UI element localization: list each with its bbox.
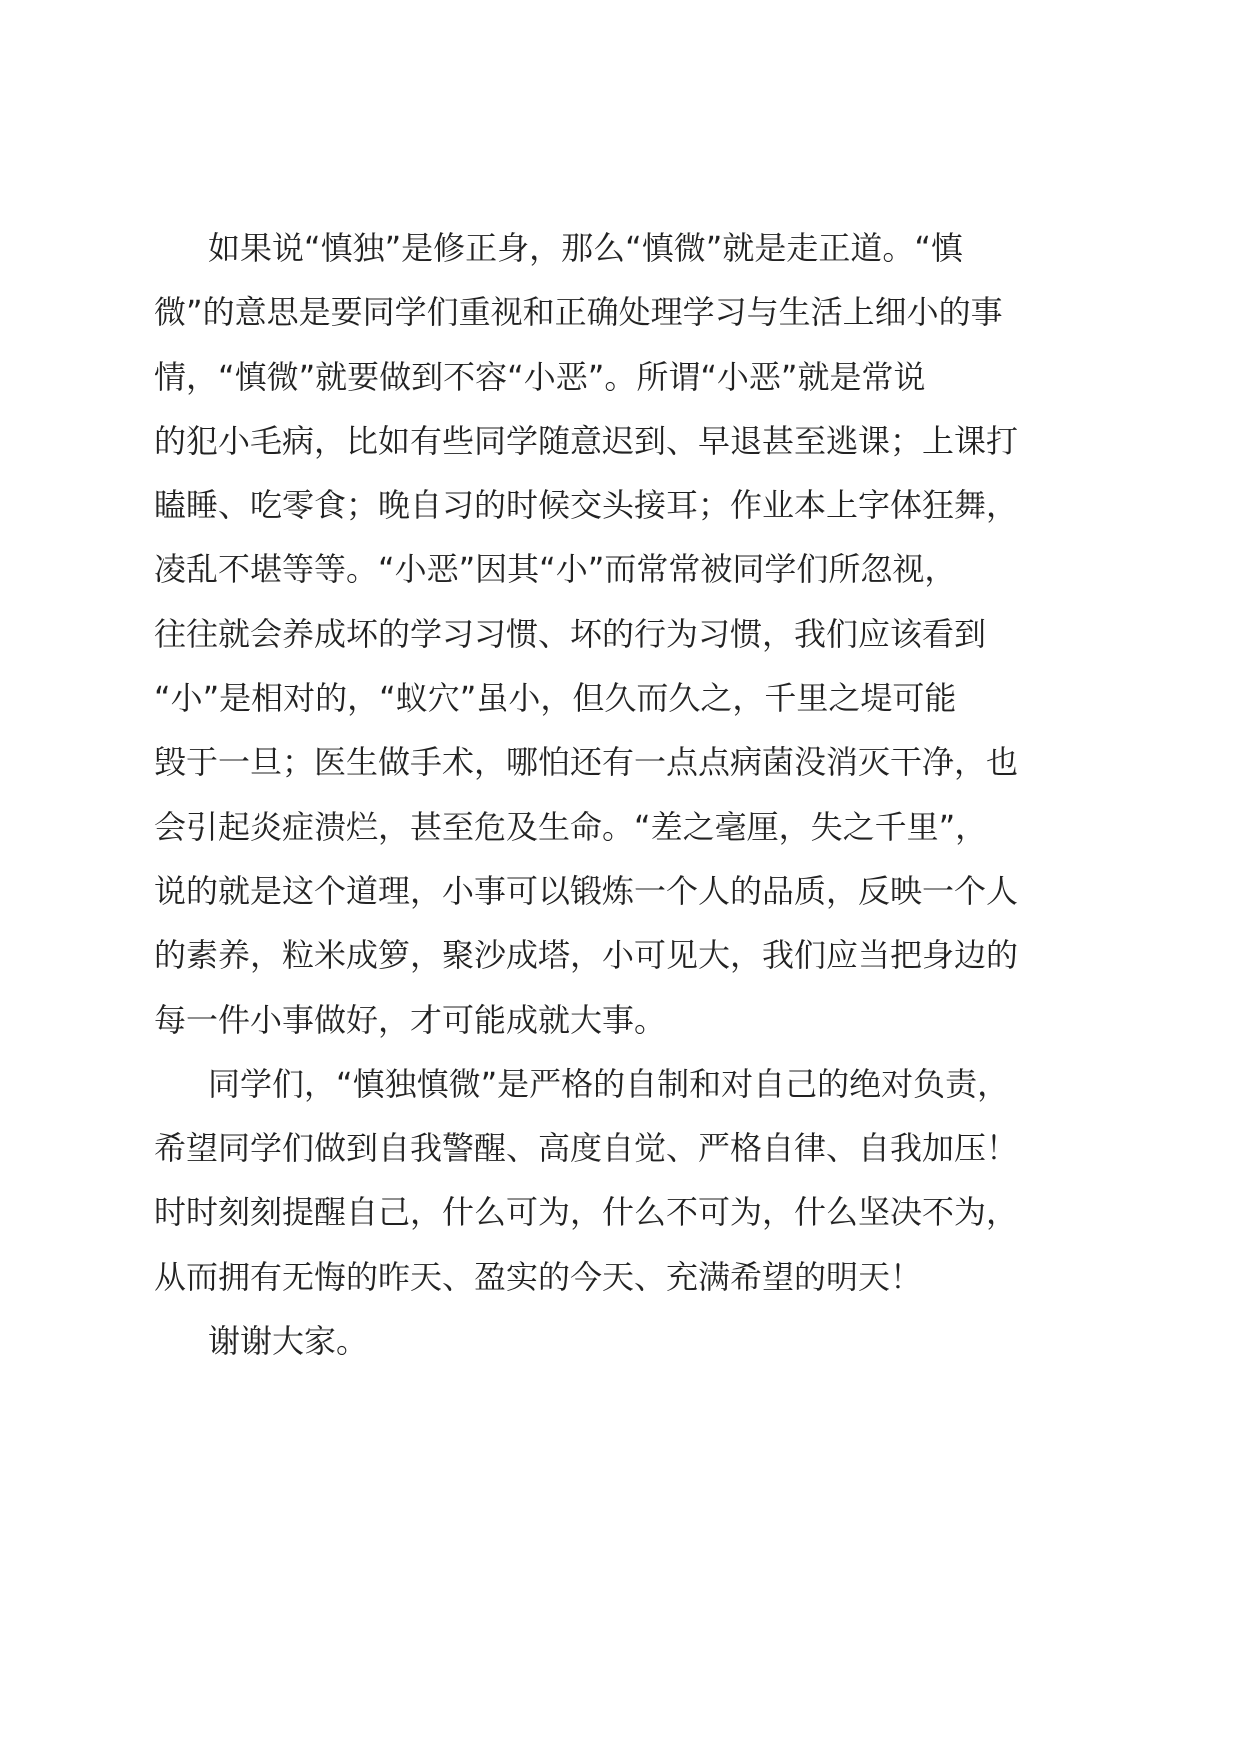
paragraph-line: 同学们，“慎独慎微”是严格的自制和对自己的绝对负责， xyxy=(208,1064,1010,1103)
paragraph-line: 瞌睡、吃零食；晚自习的时候交头接耳；作业本上字体狂舞， xyxy=(154,486,1019,525)
paragraph-line: 的素养，粒米成箩，聚沙成塔，小可见大，我们应当把身边的 xyxy=(154,936,1019,975)
paragraph-line: 会引起炎症溃烂，甚至危及生命。“差之毫厘，失之千里”， xyxy=(154,807,988,846)
paragraph-line: 从而拥有无悔的昨天、盈实的今天、充满希望的明天！ xyxy=(154,1257,923,1296)
paragraph-line: 往往就会养成坏的学习习惯、坏的行为习惯，我们应该看到 xyxy=(154,614,987,653)
paragraph-line: 的犯小毛病，比如有些同学随意迟到、早退甚至逃课；上课打 xyxy=(154,421,1019,460)
paragraph-3 xyxy=(154,1309,1094,1373)
closing-line: 谢谢大家。 xyxy=(208,1322,369,1361)
paragraph-line: 情，“慎微”就要做到不容“小恶”。所谓“小恶”就是常说 xyxy=(154,357,926,396)
paragraph-line: 希望同学们做到自我警醒、高度自觉、严格自律、自我加压！ xyxy=(154,1129,1019,1168)
document-body xyxy=(154,216,1094,1373)
paragraph-line: 说的就是这个道理，小事可以锻炼一个人的品质，反映一个人 xyxy=(154,871,1019,910)
paragraph-line: 毁于一旦；医生做手术，哪怕还有一点点病菌没消灭干净，也 xyxy=(154,743,1019,782)
paragraph-line: 微”的意思是要同学们重视和正确处理学习与生活上细小的事 xyxy=(154,293,1003,332)
paragraph-line: 每一件小事做好，才可能成就大事。 xyxy=(154,1000,667,1039)
paragraph-2 xyxy=(154,1052,1094,1309)
paragraph-line: “小”是相对的，“蚁穴”虽小，但久而久之，千里之堤可能 xyxy=(154,679,957,718)
paragraph-line: 时时刻刻提醒自己，什么可为，什么不可为，什么坚决不为， xyxy=(154,1193,1019,1232)
paragraph-line: 如果说“慎独”是修正身，那么“慎微”就是走正道。“慎 xyxy=(208,229,963,267)
paragraph-1 xyxy=(154,216,1094,1052)
paragraph-line: 凌乱不堪等等。“小恶”因其“小”而常常被同学们所忽视， xyxy=(154,550,957,589)
